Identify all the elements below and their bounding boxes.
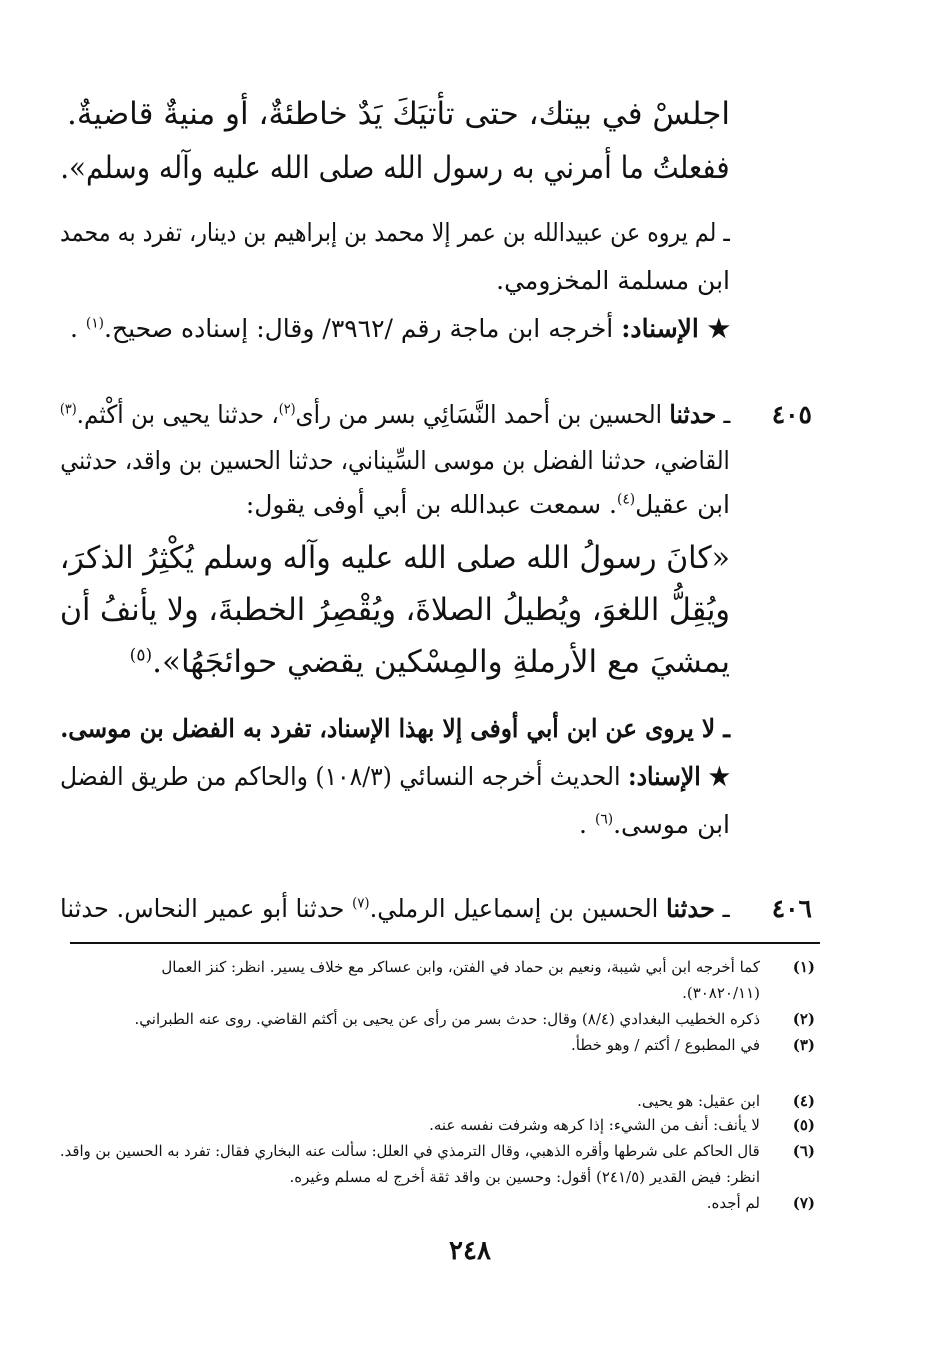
chain-text: الحسين بن أحمد النَّسَائِي بسر من رأى (295, 400, 670, 429)
matn-text: يمشيَ مع الأرملةِ والمِسْكين يقضي حوائجَهُا». (152, 644, 730, 680)
isnad-end: . (579, 810, 595, 839)
matn-line: ويُقِلُّ اللغوَ، ويُطيلُ الصلاةَ، ويُقْصِرُ الخطبةَ، ولا يأنفُ أن (59, 592, 730, 628)
narration-note: ابن مسلمة المخزومي. (496, 266, 730, 295)
hadith-line: القاضي، حدثنا الفضل بن موسى السِّيناني، حدثنا الحسين بن واقد، حدثني (60, 446, 730, 475)
dash: ـ (715, 400, 730, 429)
isnad-text: أخرجه ابن ماجة رقم /٣٩٦٢/ وقال: إسناده صحيح. (104, 314, 622, 343)
isnad-line (579, 810, 730, 839)
haddathana: حدثنا (669, 400, 716, 429)
footnote-number: (٣) (792, 1036, 815, 1054)
page-number: ٢٤٨ (449, 1236, 491, 1266)
narration-note: ـ لم يروه عن عبيدالله بن عمر إلا محمد بن إبراهيم بن دينار، تفرد به محمد (60, 218, 730, 247)
chain-text: ابن عقيل (635, 490, 730, 519)
chain-text: . سمعت عبدالله بن أبي أوفى يقول: (245, 490, 617, 519)
footnote-ref[interactable]: (٦) (594, 811, 614, 828)
matn-line: اجلسْ في بيتك، حتى تأتيَكَ يَدٌ خاطئةٌ، أو منيةٌ قاضيةٌ. (66, 96, 730, 132)
hadith-number: ٤٠٦ (771, 894, 812, 923)
dash: ـ (715, 894, 730, 923)
hadith-line (246, 490, 730, 519)
footnote-number: (٧) (792, 1194, 815, 1212)
matn-line: ففعلتُ ما أمرني به رسول الله صلى الله عليه وآله وسلم». (60, 150, 730, 186)
footnote-ref[interactable]: (٣) (59, 401, 77, 418)
footnote-text: قال الحاكم على شرطها وأقره الذهبي، وقال الترمذي في العلل: سألت عنه البخاري فقال: تفرد به الحسين بن واقد. (60, 1142, 760, 1160)
footnote-text: ذكره الخطيب البغدادي (٨/٤) وقال: حدث بسر من رأى عن يحيى بن أكثم القاضي. روى عنه الطبراني. (134, 1010, 760, 1028)
footnote-text: ابن عقيل: هو يحيى. (637, 1092, 760, 1110)
isnad-line (60, 762, 730, 791)
footnote-number: (٥) (792, 1116, 815, 1134)
footnote-text: انظر: فيض القدير (٢٤١/٥) أقول: وحسين بن واقد ثقة أخرج له مسلم وغيره. (289, 1168, 760, 1186)
footnote-number: (١) (792, 958, 815, 976)
chain-text: ، حدثنا يحيى بن أكْثم. (76, 400, 279, 429)
footnote-ref[interactable]: (٤) (616, 491, 636, 508)
footnote-text: (٣٠٨٢٠/١١). (682, 984, 760, 1002)
footnote-ref[interactable]: (٥) (129, 645, 153, 666)
isnad-text: الحديث أخرجه النسائي (١٠٨/٣) والحاكم من طريق الفضل (60, 762, 629, 791)
footnote-text: لم أجده. (706, 1194, 760, 1212)
hadith-line (60, 894, 730, 923)
isnad-label: ★ الإسناد: (628, 762, 730, 791)
isnad-end: . (69, 314, 86, 343)
chain-text: الحسين بن إسماعيل الرملي. (369, 894, 667, 923)
chain-text: حدثنا أبو عمير النحاس. حدثنا (60, 894, 353, 923)
haddathana: حدثنا (666, 894, 716, 923)
footnote-number: (٢) (792, 1010, 815, 1028)
hadith-number: ٤٠٥ (771, 400, 812, 429)
isnad-label: ★ الإسناد: (621, 314, 730, 343)
footnote-number: (٦) (792, 1142, 815, 1160)
matn-line: «كانَ رسولُ الله صلى الله عليه وآله وسلم يُكْثِرُ الذكرَ، (59, 540, 730, 576)
isnad-line (70, 314, 730, 343)
hadith-line (60, 400, 730, 429)
footnote-number: (٤) (792, 1092, 815, 1110)
matn-line (130, 644, 730, 680)
footnote-ref[interactable]: (١) (85, 315, 105, 332)
isnad-text: ابن موسى. (613, 810, 730, 839)
footnote-text: كما أخرجه ابن أبي شيبة، ونعيم بن حماد في الفتن، وابن عساكر مع خلاف يسير. انظر: كنز العمال (161, 958, 760, 976)
footnote-text: في المطبوع / أكتم / وهو خطأ. (571, 1036, 760, 1054)
narration-note: ـ لا يروى عن ابن أبي أوفى إلا بهذا الإسناد، تفرد به الفضل بن موسى. (60, 714, 730, 743)
footnote-ref[interactable]: (٧) (352, 895, 370, 912)
footnote-separator (70, 942, 820, 944)
footnote-ref[interactable]: (٢) (278, 401, 296, 418)
footnote-text: لا يأنف: أنف من الشيء: إذا كرهه وشرفت نفسه عنه. (429, 1116, 760, 1134)
